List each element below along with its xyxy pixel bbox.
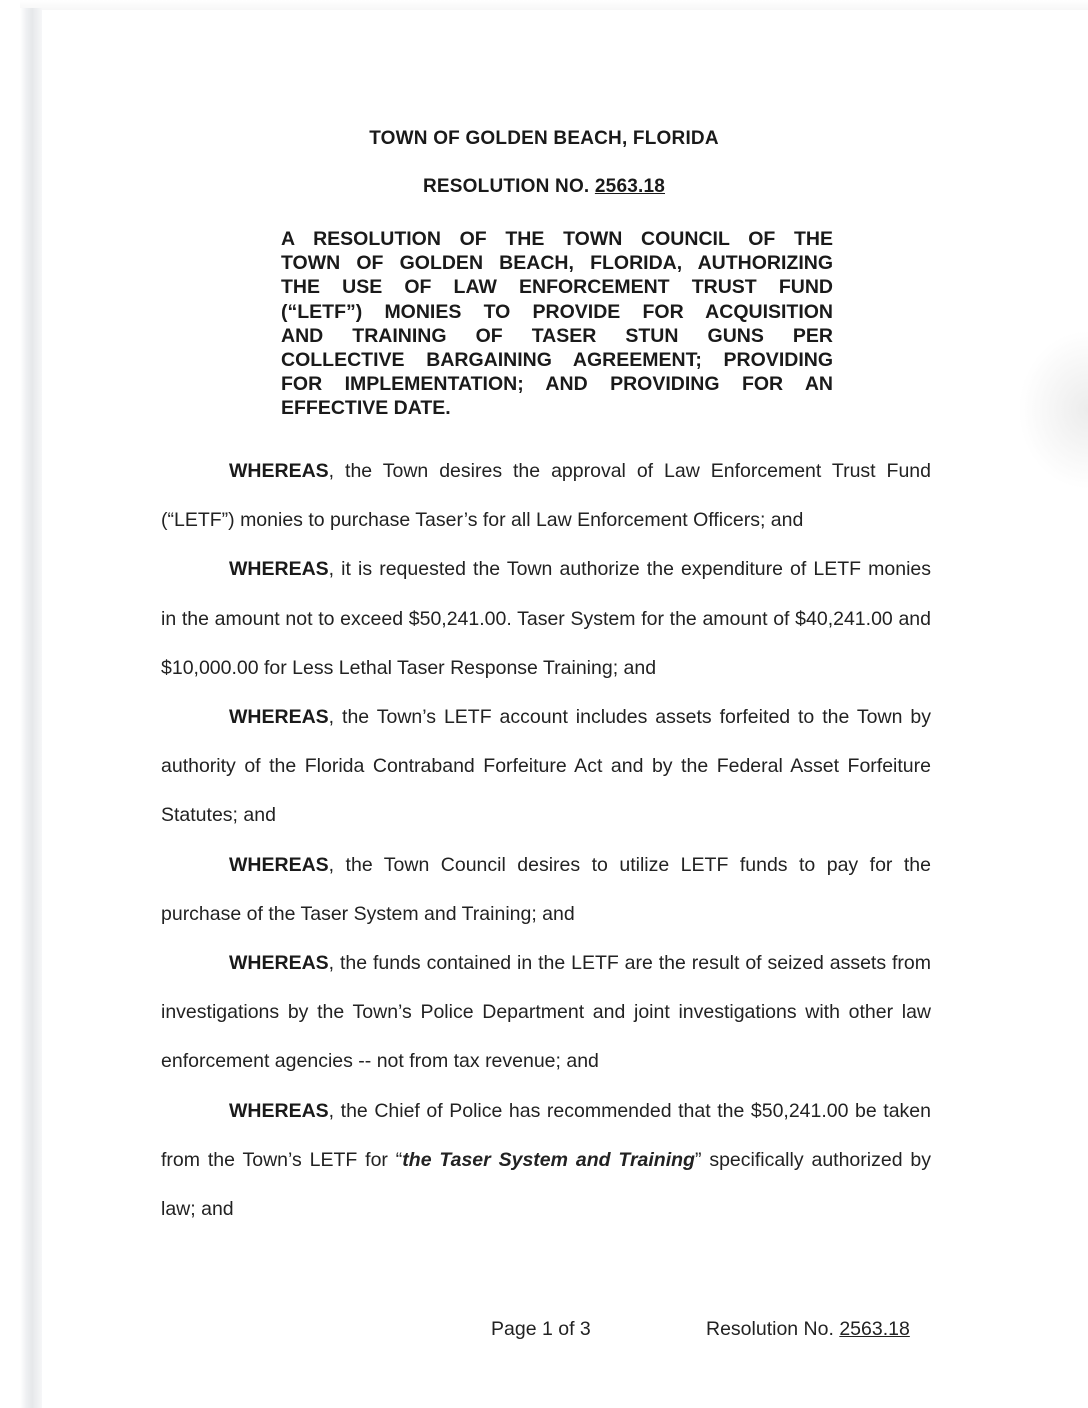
whereas-keyword: WHEREAS [229,706,329,729]
resolution-caption [281,227,833,421]
resolution-heading [0,176,1088,198]
resolution-prefix: RESOLUTION NO. [423,176,595,197]
caption-text [281,227,833,421]
resolution-number: 2563.18 [594,176,665,197]
emphasized-text: the Taser System and Training [402,1148,695,1171]
footer-resolution-prefix: Resolution No. [706,1318,840,1340]
whereas-paragraph [161,447,931,545]
footer-resolution [706,1318,910,1341]
whereas-paragraph [161,545,931,693]
document-title: TOWN OF GOLDEN BEACH, FLORIDA [369,128,719,149]
footer-resolution-number: 2563.18 [839,1318,910,1340]
page-number: Page 1 of 3 [491,1318,591,1340]
caption-line: A RESOLUTION OF THE TOWN COUNCIL OF THE [281,228,833,250]
whereas-keyword: WHEREAS [229,952,329,975]
whereas-keyword: WHEREAS [229,558,329,581]
whereas-clauses [161,447,931,1234]
whereas-keyword: WHEREAS [229,853,329,876]
paragraph-text: , the Town Council desires to utilize LETF funds to pay for the purchase of the Taser System and Training; and [161,853,931,925]
whereas-paragraph [161,693,931,841]
caption-line: THE USE OF LAW ENFORCEMENT TRUST FUND [281,276,833,299]
caption-line: (“LETF”) MONIES TO PROVIDE FOR ACQUISITION [281,300,833,323]
caption-line: FOR IMPLEMENTATION; AND PROVIDING FOR AN [281,373,833,396]
whereas-keyword: WHEREAS [229,1099,329,1122]
caption-line: COLLECTIVE BARGAINING AGREEMENT; PROVIDING [281,349,833,372]
paragraph-text: ” specifically authorized by law; and [161,1148,931,1221]
caption-line: EFFECTIVE DATE. [281,397,451,420]
whereas-paragraph [161,841,931,939]
whereas-paragraph [161,1087,931,1235]
caption-line: AND TRAINING OF TASER STUN GUNS PER [281,324,833,347]
paragraph-text: , the Chief of Police has recommended that the $50,241.00 be taken from the Town’s LETF for “ [161,1099,931,1171]
whereas-keyword: WHEREAS [229,460,329,482]
caption-line: TOWN OF GOLDEN BEACH, FLORIDA, AUTHORIZING [281,252,833,275]
whereas-paragraph [161,939,931,1087]
paragraph-text: , the funds contained in the LETF are the result of seized assets from investigations by the Town’s Police Department and joint investigations with other law enforcement agencies -- not from tax revenue; and [161,952,931,1073]
paragraph-text: , the Town’s LETF account includes assets forfeited to the Town by authority of the Florida Contraband Forfeiture Act and by the Federal Asset Forfeiture Statutes; and [161,706,931,827]
paragraph-text: , it is requested the Town authorize the expenditure of LETF monies in the amount not to exceed $50,241.00. Taser System for the amount of $40,241.00 and $10,000.00 for Less Lethal Taser Response Training; and [161,558,931,679]
paragraph-text: , the Town desires the approval of Law Enforcement Trust Fund (“LETF”) monies to purchase Taser’s for all Law Enforcement Officers; and [161,460,931,532]
